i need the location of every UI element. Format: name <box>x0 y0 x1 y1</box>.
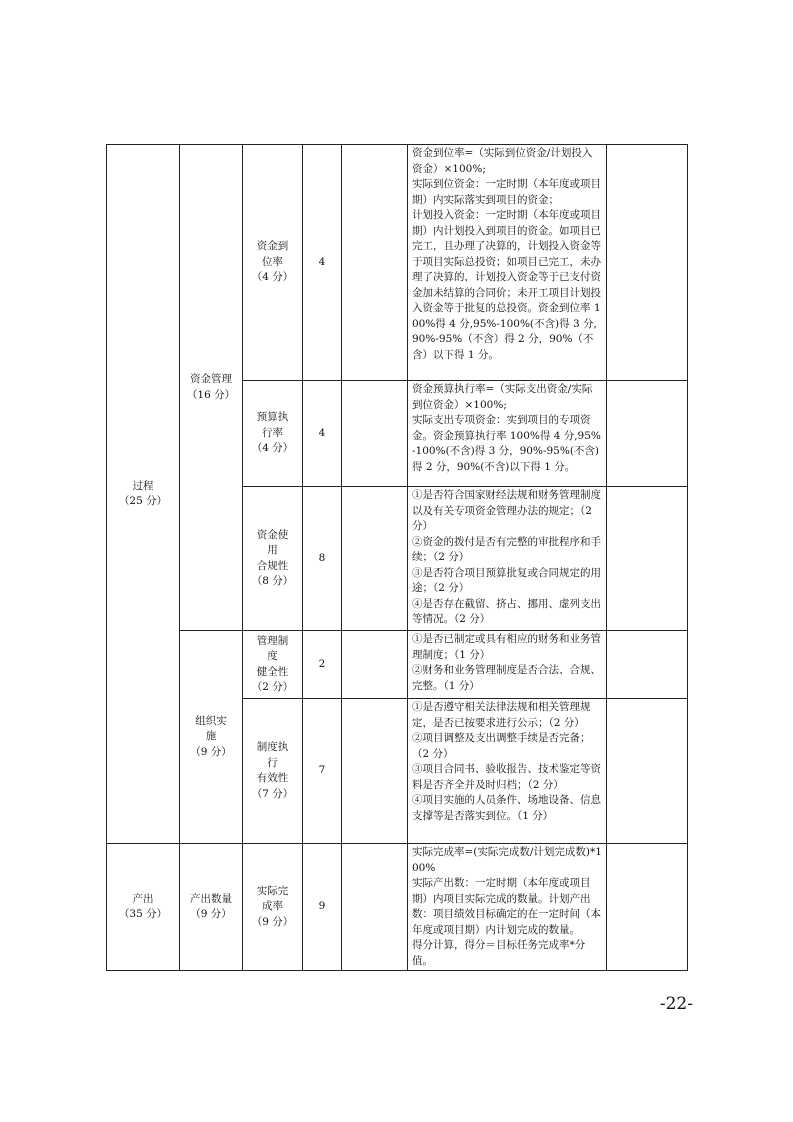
level1-label: 过程 （25 分） <box>118 479 168 507</box>
standard-heguixing: ①是否符合国家财经法规和财务管理制度以及有关专项资金管理办法的规定；（2 分） ②资金的拨付是否有完整的审批程序和手续；（2 分） ③是否符合项目预算批复或合同规定的用途；（2 分） ④是否存在截留、挤占、挪用、虚列支出等情况。（2 分） <box>408 487 607 631</box>
evaluation-table <box>106 144 688 971</box>
blank-cell <box>342 844 408 971</box>
score-daowei: 4 <box>303 145 342 381</box>
level2-label: 组织实 施 （9 分） <box>190 714 232 758</box>
blank-cell <box>342 145 408 381</box>
standard-guanli-zhidu: ①是否已制定或具有相应的财务和业务管理制度；（1 分） ②财务和业务管理制度是否合法、合规、完整。（1 分） <box>408 631 607 699</box>
blank-cell <box>607 844 688 971</box>
level2-label: 产出数量 （9 分） <box>190 892 232 920</box>
blank-cell <box>607 631 688 699</box>
blank-cell <box>342 381 408 487</box>
score-heguixing: 8 <box>303 487 342 631</box>
row-guanli-zhidu <box>107 631 688 699</box>
score-guanli-zhidu: 2 <box>303 631 342 699</box>
level2-label: 资金管理 （16 分） <box>186 373 236 401</box>
level1-guocheng <box>107 145 180 844</box>
indicator-daowei: 资金到 位率 （4 分） <box>243 145 303 381</box>
page-number: -22- <box>659 994 693 1014</box>
indicator-heguixing: 资金使 用 合规性 （8 分） <box>243 487 303 631</box>
blank-cell <box>607 381 688 487</box>
blank-cell <box>342 487 408 631</box>
standard-zhixing: 资金预算执行率=（实际支出资金/实际到位资金）×100%; 实际支出专项资金：实到项目的专项资金。资金预算执行率 100%得 4 分,95%-100%(不含)得 3 分，90%-95%(不含)得 2 分，90%(不含)以下得 1 分。 <box>408 381 607 487</box>
level1-chanchu <box>107 844 180 971</box>
standard-wancheng: 实际完成率=(实际完成数/计划完成数)*100% 实际产出数：一定时期（本年度或项目期）内项目实际完成的数量。计划产出数：项目绩效目标确定的在一定时间（本年度或项目期）内计划完成的数量。 得分计算，得分＝目标任务完成率*分值。 <box>408 844 607 971</box>
score-zhidu-zhixing: 7 <box>303 699 342 844</box>
level2-zuzhi-shishi <box>180 631 243 844</box>
blank-cell <box>607 699 688 844</box>
row-daowei <box>107 145 688 381</box>
indicator-guanli-zhidu: 管理制 度 健全性 （2 分） <box>243 631 303 699</box>
level2-chanchu-shuliang <box>180 844 243 971</box>
row-wancheng <box>107 844 688 971</box>
indicator-zhixing: 预算执 行率 （4 分） <box>243 381 303 487</box>
blank-cell <box>607 145 688 381</box>
indicator-wancheng: 实际完 成率 （9 分） <box>243 844 303 971</box>
standard-zhidu-zhixing: ①是否遵守相关法律法规和相关管理规定，是否已按要求进行公示；（2 分） ②项目调整及支出调整手续是否完备；（2 分） ③项目合同书、验收报告、技术鉴定等资料是否齐全并及时归档；（2 分） ④项目实施的人员条件、场地设备、信息支撑等是否落实到位。（1 分） <box>408 699 607 844</box>
standard-daowei: 资金到位率=（实际到位资金/计划投入资金）×100%; 实际到位资金：一定时期（本年度或项目期）内实际落实到项目的资金； 计划投入资金：一定时期（本年度或项目期）内计划投入到项目的资金。如项目已完工，且办理了决算的，计划投入资金等于项目实际总投资；如项目已完工，未办理了决算的，计划投入资金等于已支付资金加未结算的合同价；未开工项目计划投入资金等于批复的总投资。资金到位率 100%得 4 分,95%-100%(不含)得 3 分,90%-95%（不含）得 2 分，90%（不含）以下得 1 分。 <box>408 145 607 381</box>
blank-cell <box>342 631 408 699</box>
indicator-zhidu-zhixing: 制度执 行 有效性 （7 分） <box>243 699 303 844</box>
level2-zijin-guanli <box>180 145 243 631</box>
level1-label: 产出 （35 分） <box>118 892 168 920</box>
blank-cell <box>342 699 408 844</box>
score-wancheng: 9 <box>303 844 342 971</box>
blank-cell <box>607 487 688 631</box>
score-zhixing: 4 <box>303 381 342 487</box>
